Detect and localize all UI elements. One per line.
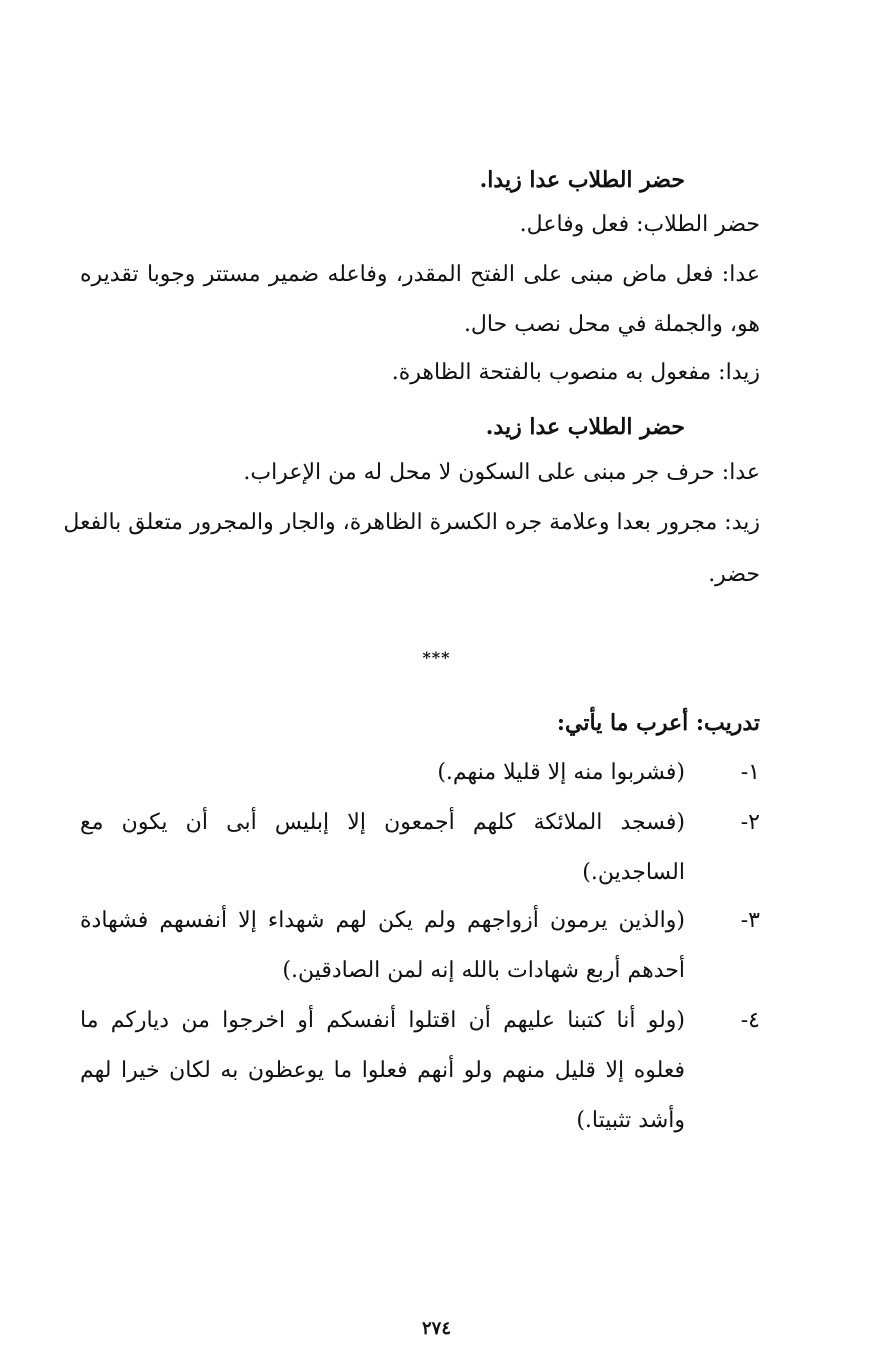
exercise-item: (ولو أنا كتبنا عليهم أن اقتلوا أنفسكم أو اخرجوا من دياركم ما xyxy=(80,1008,685,1033)
analysis-line: حضر الطلاب: فعل وفاعل. xyxy=(519,212,760,237)
exercise-number: ٤- xyxy=(740,1008,760,1033)
exercise-number: ١- xyxy=(740,760,760,785)
example-sentence-1: حضر الطلاب عدا زيدا. xyxy=(479,167,685,193)
analysis-line: هو، والجملة في محل نصب حال. xyxy=(463,312,760,337)
exercise-item: وأشد تثبيتا.) xyxy=(576,1108,685,1133)
exercise-item: الساجدين.) xyxy=(582,860,685,885)
analysis-line: زيد: مجرور بعدا وعلامة جره الكسرة الظاهرة، والجار والمجرور متعلق بالفعل xyxy=(63,510,760,535)
analysis-line: حضر. xyxy=(708,562,760,587)
analysis-line: عدا: فعل ماض مبنى على الفتح المقدر، وفاعله ضمير مستتر وجوبا تقديره xyxy=(80,262,760,287)
exercise-item: (والذين يرمون أزواجهم ولم يكن لهم شهداء إلا أنفسهم فشهادة xyxy=(80,908,685,933)
exercise-title: تدريب: أعرب ما يأتي: xyxy=(556,710,760,736)
exercise-item: (فسجد الملائكة كلهم أجمعون إلا إبليس أبى أن يكون مع xyxy=(80,810,685,835)
exercise-item: فعلوه إلا قليل منهم ولو أنهم فعلوا ما يوعظون به لكان خيرا لهم xyxy=(80,1058,685,1083)
exercise-number: ٢- xyxy=(740,810,760,835)
example-sentence-2: حضر الطلاب عدا زيد. xyxy=(485,414,685,440)
analysis-line: زيدا: مفعول به منصوب بالفتحة الظاهرة. xyxy=(391,360,760,385)
page-number: ٢٧٤ xyxy=(421,1318,451,1339)
exercise-item: (فشربوا منه إلا قليلا منهم.) xyxy=(437,760,685,785)
exercise-item: أحدهم أربع شهادات بالله إنه لمن الصادقين.) xyxy=(282,958,685,983)
analysis-line: عدا: حرف جر مبنى على السكون لا محل له من الإعراب. xyxy=(243,460,760,485)
exercise-number: ٣- xyxy=(740,908,760,933)
section-separator: *** xyxy=(422,648,451,667)
